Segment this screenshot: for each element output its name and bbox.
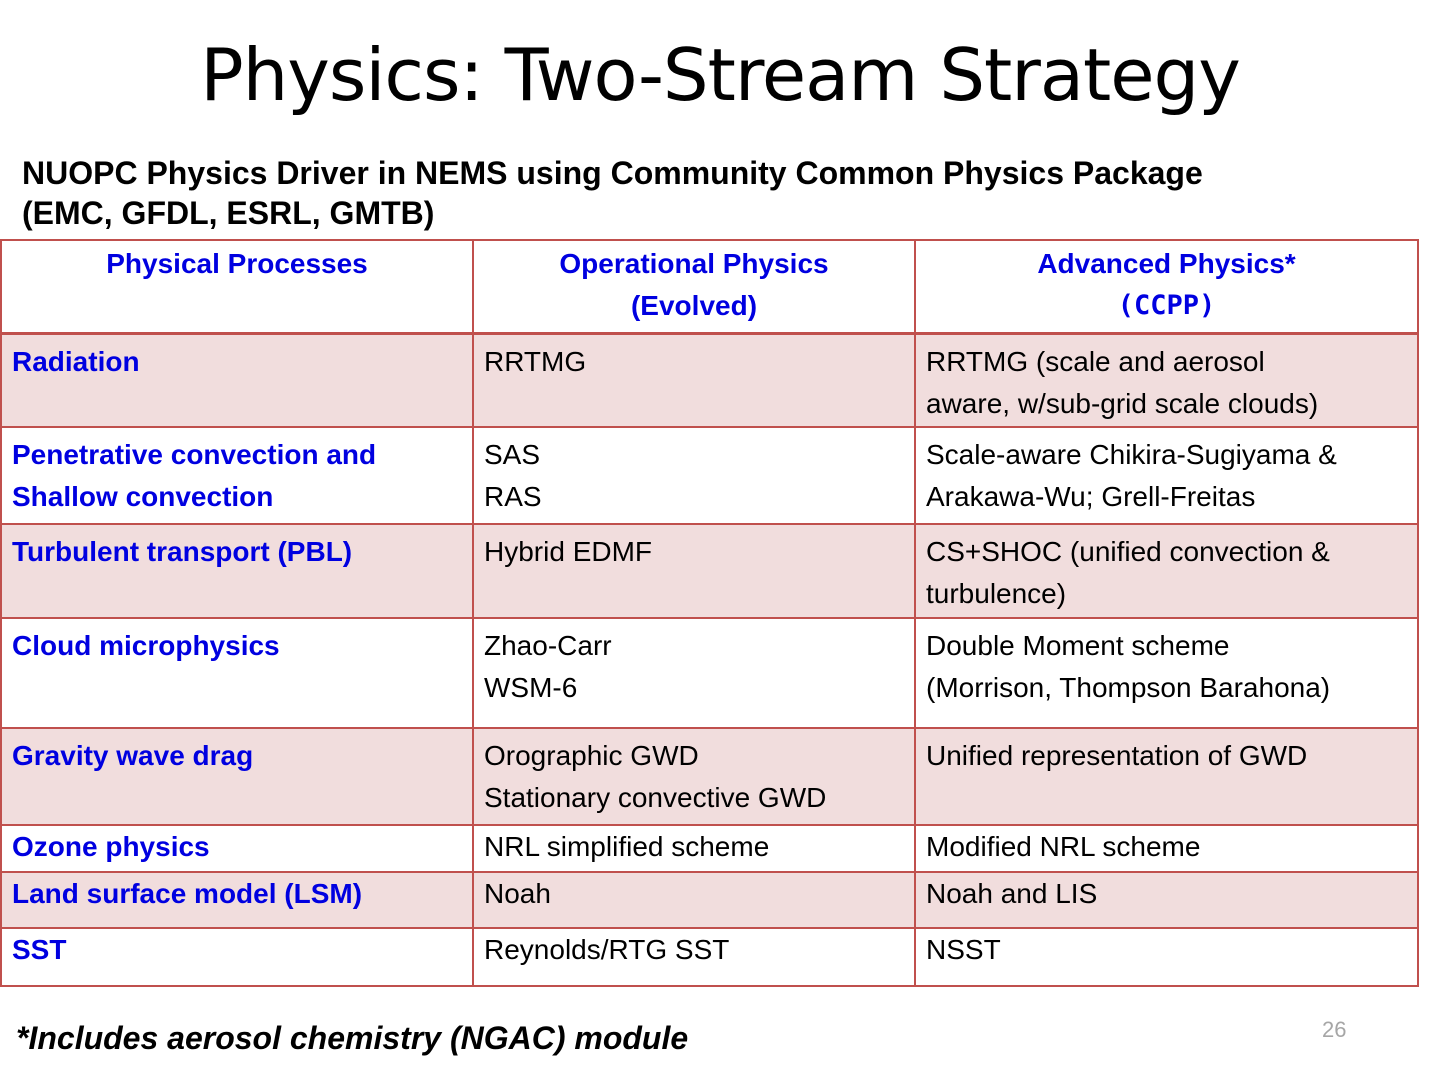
cell-line: Reynolds/RTG SST (484, 934, 730, 965)
table-row (1, 872, 1418, 928)
advanced-cell (915, 427, 1418, 524)
cell-line: WSM-6 (484, 672, 578, 703)
cell-line: Double Moment scheme (926, 630, 1230, 661)
operational-cell (473, 872, 915, 928)
operational-cell (473, 728, 915, 825)
header-advanced-line-2: (CCPP) (1117, 290, 1216, 321)
cell-line: NSST (926, 934, 1001, 965)
table-row (1, 618, 1418, 728)
table-row (1, 524, 1418, 618)
table-row (1, 427, 1418, 524)
table-row (1, 728, 1418, 825)
table-row (1, 825, 1418, 872)
advanced-cell (915, 333, 1418, 427)
operational-cell (473, 427, 915, 524)
subtitle-line-1: NUOPC Physics Driver in NEMS using Community Common Physics Package (22, 155, 1203, 191)
slide-subtitle (22, 153, 1422, 233)
cell-line: RRTMG (484, 345, 587, 377)
process-cell: Ozone physics (1, 825, 473, 872)
advanced-cell (915, 524, 1418, 618)
process-cell: Radiation (1, 333, 473, 427)
cell-line: Stationary convective GWD (484, 782, 827, 813)
header-physical-processes: Physical Processes (1, 240, 473, 333)
process-cell: Gravity wave drag (1, 728, 473, 825)
footnote: *Includes aerosol chemistry (NGAC) module (16, 1020, 689, 1056)
cell-line: RRTMG (scale and aerosol (926, 345, 1265, 377)
table-row (1, 333, 1418, 427)
process-cell: Penetrative convection and Shallow convection (1, 427, 473, 524)
operational-cell (473, 928, 915, 986)
cell-line: Arakawa-Wu; Grell-Freitas (926, 481, 1256, 512)
cell-line: CS+SHOC (unified convection & (926, 536, 1330, 567)
operational-cell (473, 825, 915, 872)
advanced-cell (915, 618, 1418, 728)
cell-line: Modified NRL scheme (926, 831, 1201, 862)
header-operational-line-1: Operational Physics (559, 248, 829, 279)
cell-line: Zhao-Carr (484, 630, 612, 661)
cell-line: SAS (484, 439, 541, 470)
operational-cell (473, 618, 915, 728)
process-cell: Land surface model (LSM) (1, 872, 473, 928)
advanced-cell (915, 825, 1418, 872)
cell-line: Orographic GWD (484, 740, 699, 771)
header-operational-physics (473, 240, 915, 333)
cell-line: Unified representation of GWD (926, 740, 1308, 771)
operational-cell (473, 333, 915, 427)
advanced-cell (915, 872, 1418, 928)
cell-line: NRL simplified scheme (484, 831, 770, 862)
table-row (1, 928, 1418, 986)
slide-title: Physics: Two-Stream Strategy (200, 33, 1240, 117)
subtitle-line-2: (EMC, GFDL, ESRL, GMTB) (22, 195, 435, 231)
physics-comparison-table (0, 239, 1419, 987)
cell-line: turbulence) (926, 578, 1067, 609)
cell-line: Noah (484, 878, 551, 909)
header-advanced-physics (915, 240, 1418, 333)
page-number: 26 (1322, 1017, 1347, 1042)
cell-line: aware, w/sub-grid scale clouds) (926, 387, 1319, 419)
cell-line: Scale-aware Chikira-Sugiyama & (926, 439, 1337, 470)
header-advanced-line-1: Advanced Physics* (1037, 248, 1296, 279)
table-header-row (1, 240, 1418, 333)
cell-line: Hybrid EDMF (484, 536, 653, 567)
advanced-cell (915, 728, 1418, 825)
process-cell: SST (1, 928, 473, 986)
cell-line: Noah and LIS (926, 878, 1098, 909)
cell-line: RAS (484, 481, 542, 512)
cell-line: (Morrison, Thompson Barahona) (926, 672, 1331, 703)
header-operational-line-2: (Evolved) (630, 290, 758, 321)
advanced-cell (915, 928, 1418, 986)
process-cell: Turbulent transport (PBL) (1, 524, 473, 618)
process-cell: Cloud microphysics (1, 618, 473, 728)
operational-cell (473, 524, 915, 618)
